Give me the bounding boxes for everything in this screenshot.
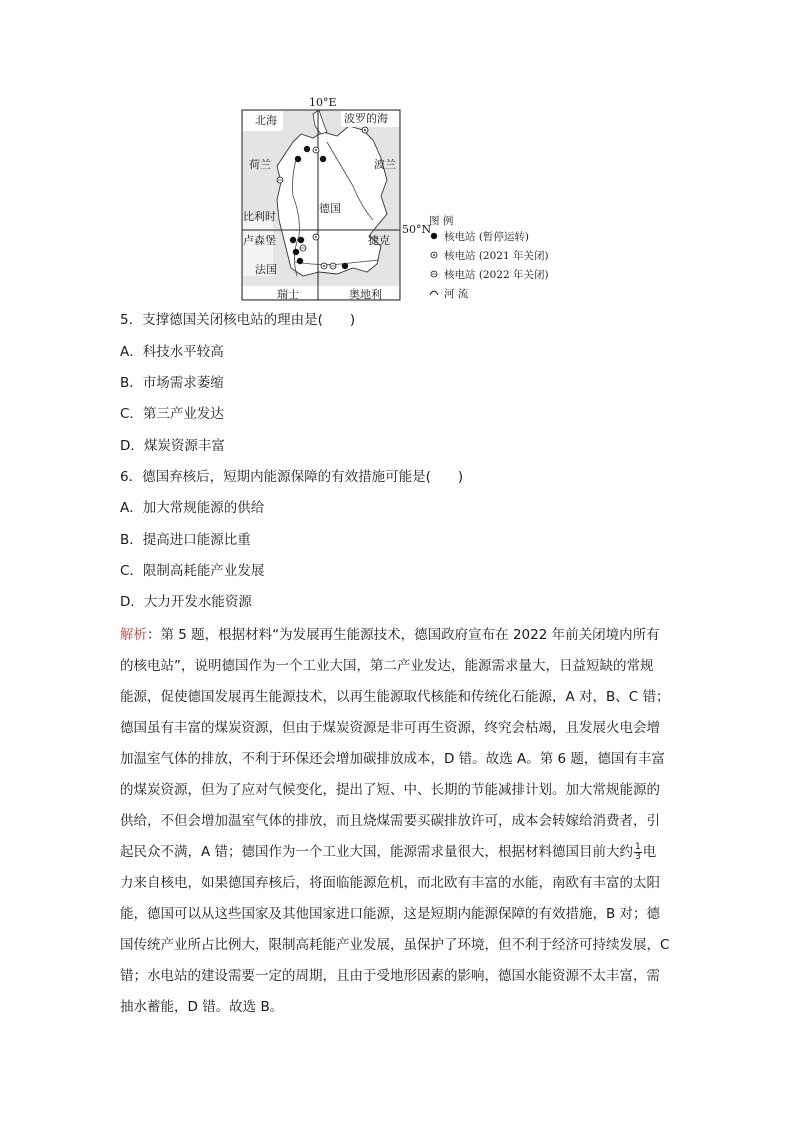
legend-item-river: 河 流: [444, 288, 469, 300]
plant-paused-dot: [297, 258, 303, 264]
question-6-option-d: D．大力开发水能资源: [120, 594, 252, 610]
analysis-line: 的煤炭资源，但为了应对气候变化，提出了短、中、长期的节能减排计划。加大常规能源的: [120, 782, 660, 798]
label-baltic-sea: 波罗的海: [344, 112, 388, 125]
plant-paused-dot: [320, 156, 326, 162]
map-svg: [241, 96, 561, 306]
label-switzerland: 瑞士: [277, 288, 299, 301]
plant-paused-dot: [290, 237, 296, 243]
germany-nuclear-map: [241, 96, 561, 306]
analysis-line: 力来自核电，如果德国弃核后，将面临能源危机，而北欧有丰富的水能，南欧有丰富的太阳: [120, 875, 660, 891]
plant-paused-dot: [304, 146, 310, 152]
label-luxembourg: 卢森堡: [243, 234, 276, 247]
question-6-option-c: C．限制高耗能产业发展: [120, 563, 265, 579]
question-6-option-a: A．加大常规能源的供给: [120, 500, 265, 516]
fraction-numerator: 1: [635, 841, 641, 852]
meridian-label: 10°E: [309, 96, 337, 109]
analysis-text: 起民众不满，A 错；德国作为一个工业大国，能源需求量很大，根据材料德国目前大约: [120, 844, 634, 860]
filled-dot-icon: [431, 233, 437, 239]
dot-circle-icon-center: [433, 254, 435, 256]
plant-paused-dot: [342, 263, 348, 269]
plant-paused-dot: [298, 237, 304, 243]
analysis-text: 电: [642, 844, 657, 860]
analysis-line: [120, 620, 680, 651]
question-6-stem: 6．德国弃核后，短期内能源保障的有效措施可能是( ): [120, 469, 464, 485]
analysis-line: 能源，促使德国发展再生能源技术，以再生能源取代核能和传统化石能源，A 对，B、C 错；: [120, 689, 670, 705]
analysis-line: [120, 837, 680, 868]
parallel-label: 50°N: [402, 223, 432, 236]
analysis-text: ：第 5 题，根据材料“为发展再生能源技术，德国政府宣布在 2022 年前关闭境内所有: [147, 627, 660, 643]
fraction-one-third: [634, 843, 642, 862]
label-germany: 德国: [319, 202, 341, 215]
river-icon: [430, 291, 438, 295]
analysis-line: 抽水蓄能，D 错。故选 B。: [120, 999, 284, 1015]
fraction-denominator: 3: [635, 851, 641, 862]
plant-paused-dot: [293, 249, 299, 255]
analysis-line: 错；水电站的建设需要一定的周期，且由于受地形因素的影响，德国水能资源不太丰富，需: [120, 968, 660, 984]
analysis-line: 能，德国可以从这些国家及其他国家进口能源，这是短期内能源保障的有效措施，B 对；德: [120, 906, 661, 922]
analysis-line: 国传统产业所占比例大，限制高耗能产业发展，虽保护了环境，但不利于经济可持续发展，C: [120, 937, 670, 953]
label-austria: 奥地利: [349, 288, 382, 301]
legend-title: 图 例: [429, 215, 454, 227]
plant-paused-dot: [295, 156, 301, 162]
question-5-option-d: D．煤炭资源丰富: [120, 438, 225, 454]
legend-item-paused: 核电站 (暂停运转): [444, 231, 530, 243]
question-5-option-c: C．第三产业发达: [120, 406, 224, 422]
question-5-option-b: B．市场需求萎缩: [120, 375, 224, 391]
analysis-line: 德国虽有丰富的煤炭资源，但由于煤炭资源是非可再生资源，终究会枯竭，且发展火电会增: [120, 720, 660, 736]
label-france: 法国: [255, 263, 277, 276]
analysis-line: 供给，不但会增加温室气体的排放，而且烧煤需要买碳排放许可，成本会转嫁给消费者，引: [120, 813, 660, 829]
question-5-stem: 5．支撑德国关闭核电站的理由是( ): [120, 312, 356, 328]
label-netherlands: 荷兰: [249, 158, 271, 171]
analysis-tag: 解析: [120, 627, 147, 643]
label-belgium: 比利时: [243, 210, 276, 223]
label-poland: 波兰: [374, 158, 396, 171]
label-north-sea: 北海: [255, 114, 277, 127]
legend-item-2021: 核电站 (2021 年关闭): [444, 250, 549, 262]
label-czech: 捷克: [368, 234, 390, 247]
analysis-line: 加温室气体的排放，不利于环保还会增加碳排放成本，D 错。故选 A。第 6 题，德国有丰富: [120, 751, 665, 767]
question-6-option-b: B．提高进口能源比重: [120, 532, 251, 548]
legend-item-2022: 核电站 (2022 年关闭): [444, 269, 549, 281]
analysis-block: [120, 620, 680, 1023]
question-5-option-a: A．科技水平较高: [120, 344, 224, 360]
analysis-line: 的核电站”，说明德国作为一个工业大国，第二产业发达，能源需求量大，日益短缺的常规: [120, 658, 654, 674]
